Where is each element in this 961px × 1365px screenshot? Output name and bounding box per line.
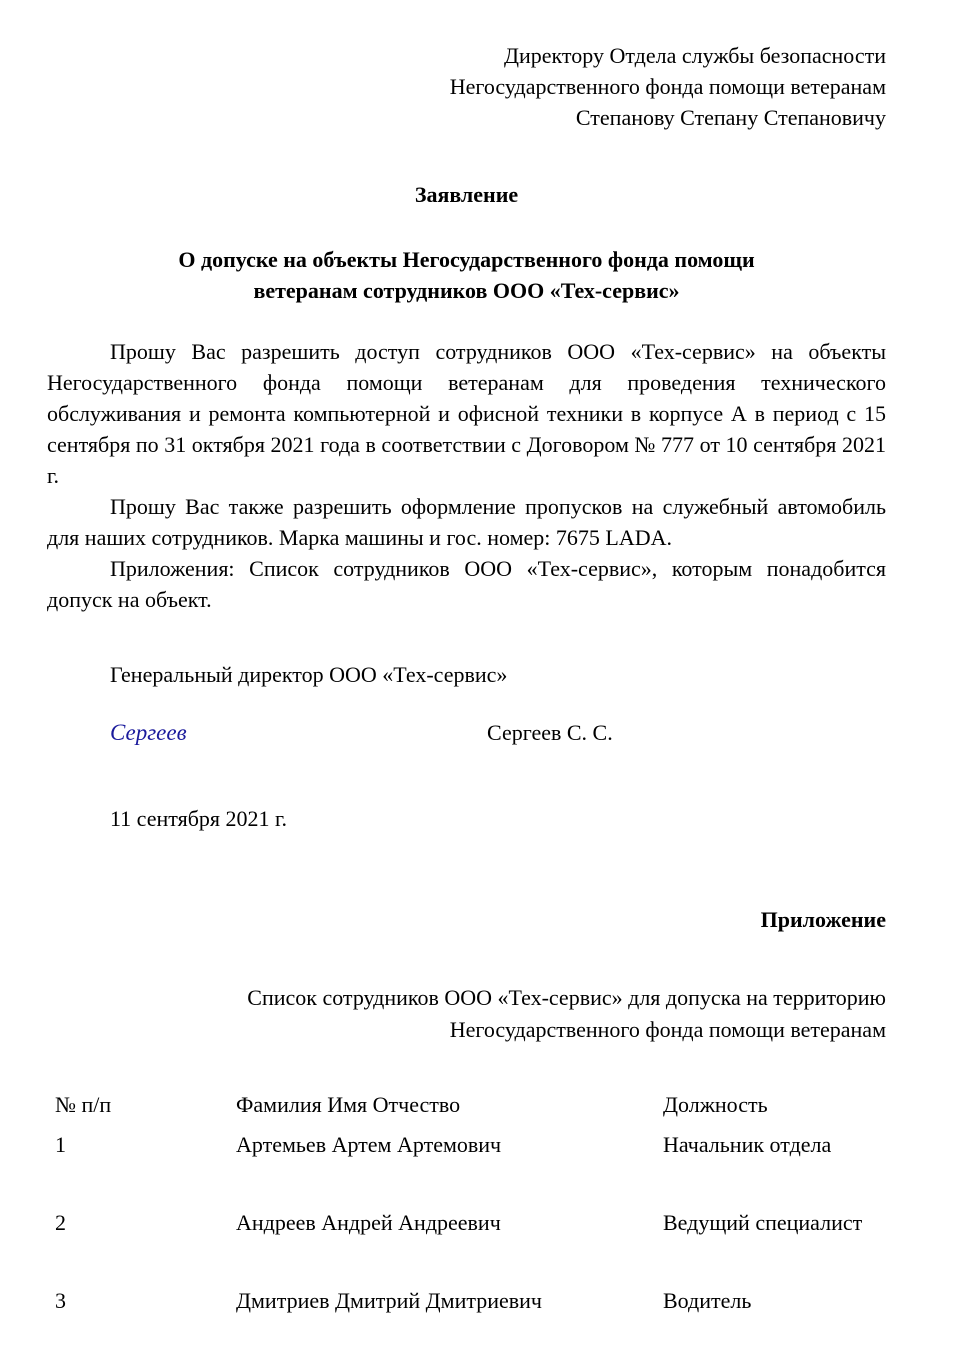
cell-fullname: Артемьев Артем Артемович xyxy=(236,1132,502,1157)
addressee-line-1: Директору Отдела службы безопасности xyxy=(503,43,886,68)
addressee-block xyxy=(47,0,886,133)
appendix-subtitle-line-1: Список сотрудников ООО «Тех-сервис» для допуска на территорию xyxy=(247,985,886,1010)
column-header-fullname: Фамилия Имя Отчество xyxy=(236,1092,461,1117)
cell-number: 1 xyxy=(55,1132,66,1157)
column-header-number: № п/п xyxy=(55,1092,112,1117)
cell-fullname: Андреев Андрей Андреевич xyxy=(236,1210,501,1235)
cell-number: 3 xyxy=(55,1288,66,1313)
appendix-subtitle xyxy=(47,982,886,1046)
signer-name: Сергеев С. С. xyxy=(487,720,613,745)
table-row xyxy=(47,1287,886,1365)
signer-role: Генеральный директор ООО «Тех-сервис» xyxy=(110,662,508,687)
cell-fullname: Дмитриев Дмитрий Дмитриевич xyxy=(236,1288,542,1313)
document-body xyxy=(47,336,886,615)
table-row xyxy=(47,1209,886,1287)
cell-position: Водитель xyxy=(663,1288,752,1313)
body-paragraph-1: Прошу Вас разрешить доступ сотрудников ООО «Тех-сервис» на объекты Негосударственного фонда помощи ветеранам для проведения технического обслуживания и ремонта компьютерной и офисной техники в корпусе А в период с 15 сентября по 31 октября 2021 года в соответствии с Договором № 777 от 10 сентября 2021 г. xyxy=(47,339,886,488)
appendix-label: Приложение xyxy=(760,907,886,932)
cell-number: 2 xyxy=(55,1210,66,1235)
body-paragraph-3: Приложения: Список сотрудников ООО «Тех-сервис», которым понадобится допуск на объект. xyxy=(47,556,886,612)
table-row xyxy=(47,1131,886,1209)
column-header-position: Должность xyxy=(663,1092,768,1117)
page-title: Заявление xyxy=(414,182,519,207)
body-paragraph-2: Прошу Вас также разрешить оформление пропусков на служебный автомобиль для наших сотрудников. Марка машины и гос. номер: 7675 LADA. xyxy=(47,494,886,550)
signature-row xyxy=(47,716,886,750)
document-date: 11 сентября 2021 г. xyxy=(110,806,288,831)
document-subtitle: О допуске на объекты Негосударственного фонда помощи ветеранам сотрудников ООО «Тех-сервис» xyxy=(178,247,755,303)
table-header-row xyxy=(47,1091,886,1131)
cell-position: Ведущий специалист xyxy=(663,1210,863,1235)
addressee-line-3: Степанову Степану Степановичу xyxy=(575,105,886,130)
addressee-line-2: Негосударственного фонда помощи ветеранам xyxy=(449,74,886,99)
signature-scribble: Сергеев xyxy=(110,720,187,745)
employee-table xyxy=(47,1091,886,1365)
appendix-subtitle-line-2: Негосударственного фонда помощи ветеранам xyxy=(449,1017,886,1042)
cell-position: Начальник отдела xyxy=(663,1132,832,1157)
